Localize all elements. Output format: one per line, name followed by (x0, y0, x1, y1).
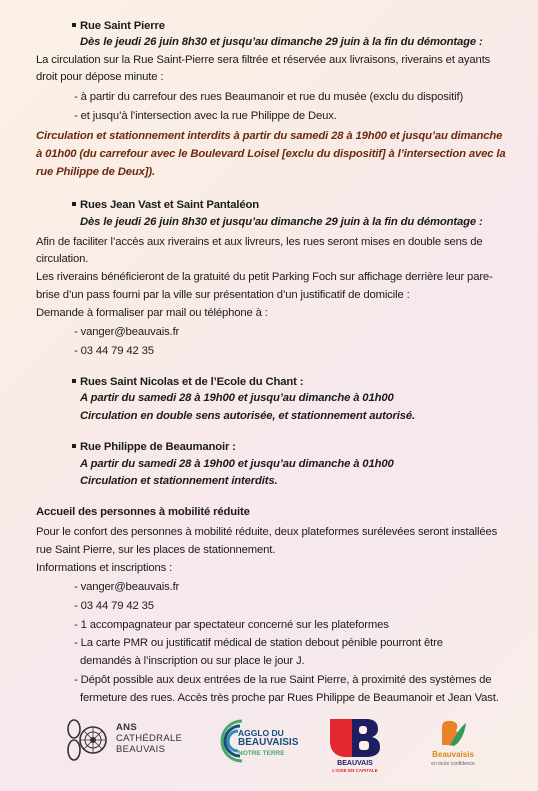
text-line-content: Rue Philippe de Beaumanoir : (80, 441, 236, 453)
text-line-content: Les riverains bénéficieront de la gratuité du petit Parking Foch sur affichage derrière leur pare- (36, 271, 493, 283)
text-line-content: brise d’un pass fourni par la ville sur présentation d’un justificatif de domicile : (36, 289, 410, 301)
800-years-cathedral-icon (66, 717, 112, 763)
text-line-l06 (74, 108, 337, 125)
text-line-l23 (80, 456, 394, 473)
text-line-l16 (36, 305, 268, 322)
beauvaisis-leaf-icon (420, 719, 486, 749)
beauvais-b-icon (326, 717, 384, 759)
text-line-content: Rues Saint Nicolas et de l’Ecole du Chant : (80, 376, 304, 388)
text-line-content: La circulation sur la Rue Saint-Pierre sera filtrée et réservée aux livraisons, riverains et ayants (36, 54, 491, 66)
square-bullet-icon (72, 379, 76, 383)
text-line-content: rue Saint Pierre, sur les places de stationnement. (36, 544, 276, 556)
text-line-content: fermeture des rues. Accès très proche par Rues Philippe de Beaumanoir et Jean Vast. (80, 692, 499, 704)
text-line-l18 (74, 343, 154, 360)
text-line-l12 (36, 234, 482, 251)
text-line-content: - vanger@beauvais.fr (74, 581, 180, 593)
text-line-l08 (36, 146, 505, 163)
text-line-l22 (72, 439, 236, 456)
text-line-l33 (80, 653, 305, 670)
text-line-content: A partir du samedi 28 à 19h00 et jusqu’au dimanche à 01h00 (80, 458, 394, 470)
ans-line3: BEAUVAIS (116, 744, 166, 755)
text-line-content: Rue Saint Pierre (80, 20, 165, 32)
agglo-beauvaisis-logo (212, 715, 316, 771)
text-line-content: circulation. (36, 253, 89, 265)
text-line-l29 (74, 579, 179, 596)
text-line-l01 (72, 18, 165, 35)
text-line-content: - 1 accompagnateur par spectateur concerné sur les plateformes (74, 619, 389, 631)
text-line-l27 (36, 542, 275, 559)
agglo-line2: BEAUVAISIS (238, 737, 299, 748)
text-line-content: Circulation et stationnement interdits. (80, 475, 278, 487)
text-line-l11 (80, 214, 483, 231)
text-line-content: demandés à l’inscription ou sur place le jour J. (80, 655, 305, 667)
text-line-l02 (80, 34, 483, 51)
text-line-content: rue Philippe de Deux]). (36, 166, 155, 178)
text-line-l13 (36, 251, 88, 268)
text-line-content: - à partir du carrefour des rues Beaumanoir et rue du musée (exclu du dispositif) (74, 91, 464, 103)
ans-cathedrale-logo (66, 717, 183, 767)
text-line-content: - vanger@beauvais.fr (74, 326, 180, 338)
ans-line2: CATHÉDRALE (116, 733, 183, 744)
text-line-l24 (80, 473, 278, 490)
text-line-l07 (36, 128, 502, 145)
beauvais-sub: L’OISE EN CAPITALE (332, 768, 378, 773)
text-line-content: - La carte PMR ou justificatif médical de station debout pénible pourront être (74, 637, 443, 649)
text-line-content: - 03 44 79 42 35 (74, 600, 154, 612)
agglo-line3: NOTRE TERRE (238, 750, 285, 757)
text-line-l19 (72, 374, 303, 391)
text-line-content: Pour le confort des personnes à mobilité réduite, deux plateformes surélevées seront installées (36, 526, 498, 538)
text-line-l21 (80, 408, 415, 425)
square-bullet-icon (72, 23, 76, 27)
text-line-content: Demande à formaliser par mail ou téléphone à : (36, 307, 268, 319)
text-line-l17 (74, 324, 179, 341)
beauvaisis-label: Beauvaisis (432, 750, 474, 759)
text-line-content: Accueil des personnes à mobilité réduite (36, 506, 250, 518)
text-line-content: Circulation en double sens autorisée, et stationnement autorisé. (80, 410, 416, 422)
text-line-l14 (36, 269, 493, 286)
text-line-l10 (72, 197, 259, 214)
text-line-l32 (74, 635, 443, 652)
text-line-content: Dès le jeudi 26 juin 8h30 et jusqu’au dimanche 29 juin à la fin du démontage : (80, 36, 483, 48)
text-line-content: Dès le jeudi 26 juin 8h30 et jusqu’au dimanche 29 juin à la fin du démontage : (80, 216, 483, 228)
text-line-l25 (36, 504, 250, 521)
agglo-line1: AGGLO DU (238, 728, 284, 738)
text-line-content: à 01h00 (du carrefour avec le Boulevard Loisel [exclu du dispositif] à l’intersection avec la (36, 148, 506, 160)
text-line-l03 (36, 52, 490, 69)
text-line-l05 (74, 89, 463, 106)
text-line-content: droit pour dépose minute : (36, 71, 164, 83)
square-bullet-icon (72, 202, 76, 206)
beauvais-label: BEAUVAIS (337, 760, 373, 767)
text-line-l15 (36, 287, 410, 304)
text-line-l09 (36, 164, 155, 181)
text-line-content: A partir du samedi 28 à 19h00 et jusqu’au dimanche à 01h00 (80, 392, 394, 404)
square-bullet-icon (72, 444, 76, 448)
text-line-l26 (36, 524, 497, 541)
ans-line1: ANS (116, 722, 137, 733)
text-line-l04 (36, 69, 163, 86)
text-line-content: Informations et inscriptions : (36, 562, 173, 574)
text-line-l34 (74, 672, 491, 689)
text-line-content: - et jusqu’à l’intersection avec la rue Philippe de Deux. (74, 110, 337, 122)
text-line-content: Afin de faciliter l’accès aux riverains et aux livreurs, les rues seront mises en double sens de (36, 236, 483, 248)
text-line-l30 (74, 598, 154, 615)
text-line-l35 (80, 690, 499, 707)
text-line-content: Rues Jean Vast et Saint Pantaléon (80, 199, 260, 211)
beauvais-city-logo (326, 717, 384, 773)
beauvaisis-sub: en toute confidence (431, 761, 475, 767)
text-line-l31 (74, 617, 389, 634)
text-line-l20 (80, 390, 394, 407)
beauvaisis-tourism-logo (420, 719, 486, 769)
text-line-content: - 03 44 79 42 35 (74, 345, 154, 357)
text-line-content: Circulation et stationnement interdits à partir du samedi 28 à 19h00 et jusqu’au dimanche (36, 130, 503, 142)
text-line-l28 (36, 560, 172, 577)
text-line-content: - Dépôt possible aux deux entrées de la rue Saint Pierre, à proximité des systèmes de (74, 674, 492, 686)
